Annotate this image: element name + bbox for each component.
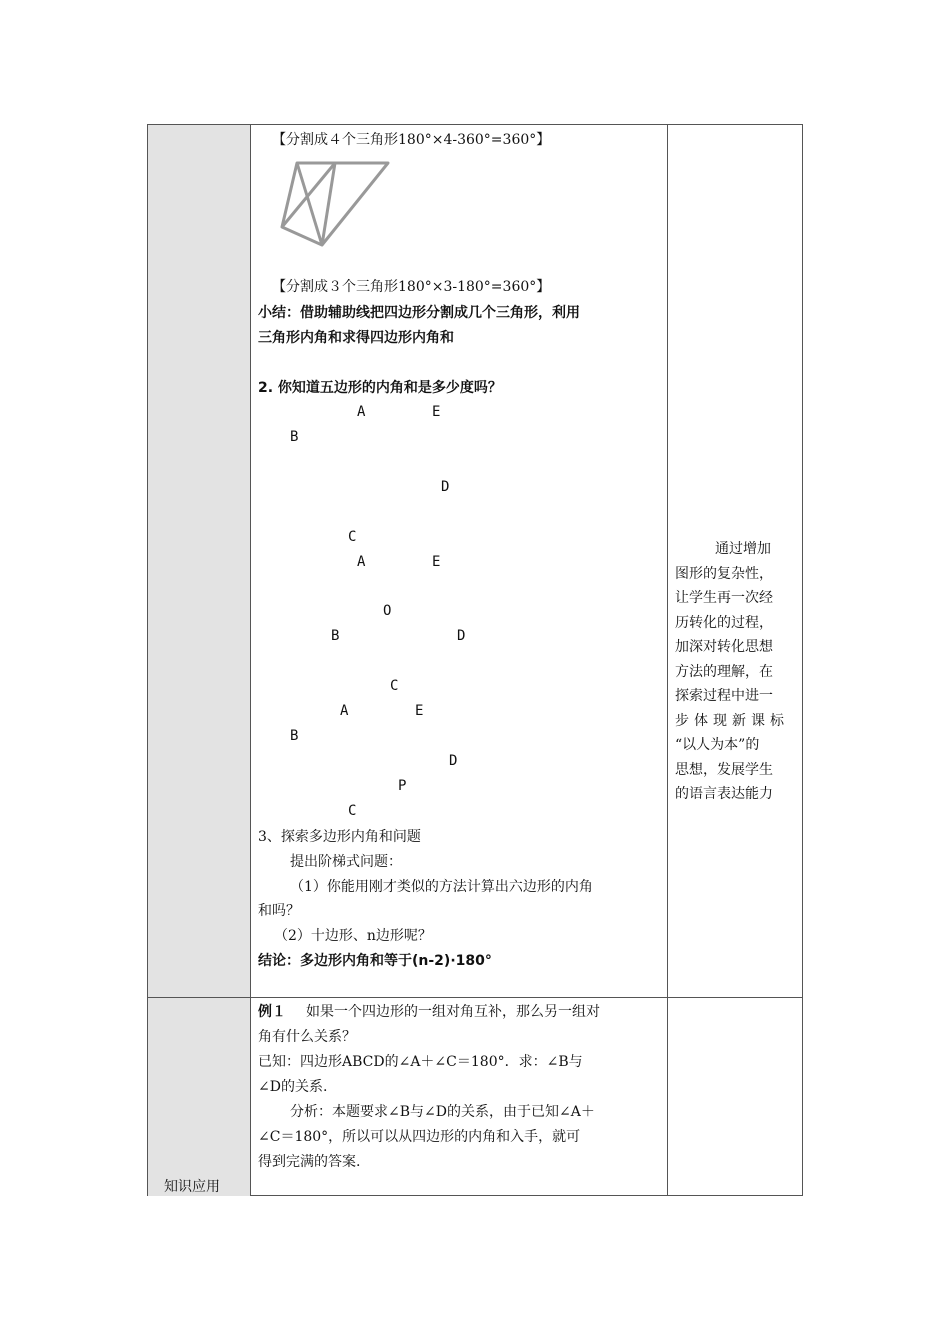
fig2-label-d: D	[457, 628, 466, 644]
example-line-2: 角有什么关系？	[258, 1029, 356, 1045]
fig3-label-e: E	[415, 703, 424, 719]
summary-line-1: 小结：借助辅助线把四边形分割成几个三角形，利用	[258, 305, 580, 321]
fig2-label-o: O	[383, 603, 392, 619]
note-line-5: 加深对转化思想	[675, 639, 773, 655]
note-line-3: 让学生再一次经	[675, 590, 773, 606]
fig3-label-a: A	[340, 703, 349, 719]
note-line-7: 探索过程中进一	[675, 688, 773, 704]
note-line-2: 图形的复杂性，	[675, 565, 773, 582]
conclusion: 结论：多边形内角和等于(n-2)·180°	[258, 953, 492, 969]
fig2-label-a: A	[357, 554, 366, 570]
teaching-note	[675, 537, 797, 807]
note-line-11: 的语言表达能力	[675, 786, 773, 802]
quadrilateral-figure	[270, 155, 400, 250]
note-line-1: 通过增加	[715, 541, 771, 557]
section3-title: 3、探索多边形内角和问题	[258, 829, 421, 845]
column-divider-2	[667, 125, 668, 1195]
fig3-label-b: B	[290, 728, 299, 744]
fig1-label-b: B	[290, 429, 299, 445]
fig1-label-a: A	[357, 404, 366, 420]
summary-line-2: 三角形内角和求得四边形内角和	[258, 330, 454, 346]
row-divider	[148, 997, 802, 998]
note-line-10: 思想，发展学生	[675, 761, 773, 778]
note-line-9: “以人为本”的	[675, 737, 760, 753]
left-column-cell-2	[148, 998, 250, 1196]
analysis-line-3: 得到完满的答案.	[258, 1154, 361, 1170]
fig3-label-c: C	[348, 803, 357, 819]
fig1-label-c: C	[348, 529, 357, 545]
section3-question1-line1: （1）你能用刚才类似的方法计算出六边形的内角	[290, 879, 593, 895]
section3-prompt: 提出阶梯式问题：	[290, 854, 402, 870]
analysis-line-2: ∠C＝180°，所以可以从四边形的内角和入手，就可	[258, 1129, 581, 1145]
fig2-label-c: C	[390, 678, 399, 694]
fig1-label-e: E	[432, 404, 441, 420]
analysis-line-1: 分析：本题要求∠B与∠D的关系，由于已知∠A＋	[290, 1104, 595, 1120]
fig2-label-e: E	[432, 554, 441, 570]
given-line-1: 已知：四边形ABCD的∠A＋∠C＝180°．求：∠B与	[258, 1054, 583, 1070]
note-line-4: 历转化的过程，	[675, 614, 773, 631]
fig3-label-d: D	[449, 753, 458, 769]
section3-question2: （2）十边形、n边形呢？	[274, 928, 432, 944]
example-label: 例１	[258, 1004, 286, 1020]
note-line-8: 步体现新课标	[675, 712, 789, 729]
question-pentagon: 2. 你知道五边形的内角和是多少度吗？	[258, 380, 502, 396]
fig3-label-p: P	[398, 778, 407, 794]
fig1-label-d: D	[441, 479, 450, 495]
section3-question1-line2: 和吗？	[258, 903, 300, 919]
caption-four-triangles: 【分割成４个三角形180°×4-360°=360°】	[272, 132, 551, 148]
given-line-2: ∠D的关系.	[258, 1079, 328, 1095]
note-line-6: 方法的理解，在	[675, 663, 773, 680]
column-divider-1	[250, 125, 251, 1195]
example-line-1: 如果一个四边形的一组对角互补，那么另一组对	[306, 1004, 600, 1020]
left-column-cell-1	[148, 125, 250, 997]
section-label-knowledge-application: 知识应用	[164, 1179, 220, 1195]
caption-three-triangles: 【分割成３个三角形180°×3-180°=360°】	[272, 279, 551, 295]
fig2-label-b: B	[331, 628, 340, 644]
